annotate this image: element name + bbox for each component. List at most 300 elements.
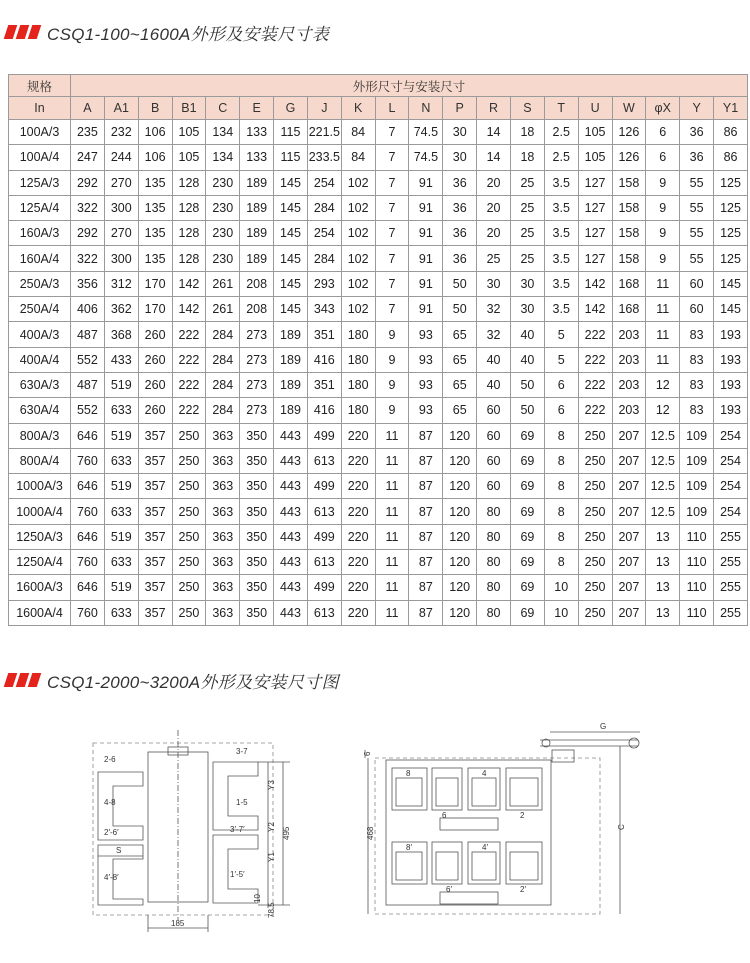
table-cell: 189 [240, 170, 274, 195]
table-cell: 60 [477, 474, 511, 499]
dim-label: 4 [482, 769, 487, 778]
table-cell: 80 [477, 550, 511, 575]
table-cell: 60 [477, 398, 511, 423]
table-cell: 633 [104, 499, 138, 524]
table-cell: 142 [172, 297, 206, 322]
table-cell: 357 [138, 499, 172, 524]
table-cell: 357 [138, 575, 172, 600]
table-cell: 145 [274, 246, 308, 271]
table-cell: 250 [172, 499, 206, 524]
table-cell: 221.5 [307, 120, 341, 145]
table-cell: 613 [307, 600, 341, 625]
table-cell: 363 [206, 600, 240, 625]
table-cell: 142 [578, 271, 612, 296]
table-cell: 250 [172, 474, 206, 499]
table-cell: 170 [138, 271, 172, 296]
dimension-table [8, 74, 748, 626]
table-cell: 273 [240, 372, 274, 397]
table-cell: 633 [104, 448, 138, 473]
column-header: B1 [172, 97, 206, 120]
table-cell: 6 [544, 372, 578, 397]
table-cell: 50 [510, 372, 544, 397]
table-cell: 30 [510, 297, 544, 322]
table-cell: 158 [612, 195, 646, 220]
table-cell: 93 [409, 347, 443, 372]
table-cell: 350 [240, 524, 274, 549]
column-header: K [341, 97, 375, 120]
column-header: Y [680, 97, 714, 120]
table-cell: 135 [138, 170, 172, 195]
table-cell: 292 [71, 170, 105, 195]
table-cell: 250 [578, 499, 612, 524]
table-cell: 207 [612, 600, 646, 625]
table-cell: 222 [172, 347, 206, 372]
table-row [9, 221, 748, 246]
table-cell: 250 [578, 423, 612, 448]
table-cell: 87 [409, 524, 443, 549]
dim-label: 8′ [406, 843, 412, 852]
table-cell: 109 [680, 499, 714, 524]
table-cell: 110 [680, 550, 714, 575]
table-cell: 255 [714, 524, 748, 549]
row-spec-cell: 1600A/3 [9, 575, 71, 600]
table-cell: 13 [646, 575, 680, 600]
table-cell: 120 [443, 600, 477, 625]
table-cell: 120 [443, 499, 477, 524]
row-spec-cell: 100A/3 [9, 120, 71, 145]
table-cell: 7 [375, 271, 409, 296]
table-cell: 87 [409, 575, 443, 600]
table-cell: 368 [104, 322, 138, 347]
table-cell: 260 [138, 322, 172, 347]
table-cell: 158 [612, 246, 646, 271]
table-cell: 20 [477, 221, 511, 246]
table-cell: 363 [206, 499, 240, 524]
table-cell: 220 [341, 423, 375, 448]
table-cell: 60 [680, 271, 714, 296]
table-cell: 168 [612, 271, 646, 296]
table-cell: 102 [341, 271, 375, 296]
table-cell: 125 [714, 170, 748, 195]
dim-label: G [600, 722, 607, 731]
table-cell: 220 [341, 474, 375, 499]
table-cell: 261 [206, 271, 240, 296]
table-cell: 135 [138, 195, 172, 220]
table-cell: 18 [510, 145, 544, 170]
table-cell: 11 [375, 474, 409, 499]
table-cell: 11 [375, 499, 409, 524]
table-cell: 91 [409, 246, 443, 271]
table-cell: 760 [71, 600, 105, 625]
table-cell: 11 [375, 524, 409, 549]
table-cell: 207 [612, 575, 646, 600]
table-cell: 145 [714, 271, 748, 296]
table-cell: 120 [443, 550, 477, 575]
table-cell: 9 [646, 170, 680, 195]
table-cell: 222 [578, 372, 612, 397]
table-cell: 646 [71, 423, 105, 448]
table-cell: 613 [307, 499, 341, 524]
table-cell: 363 [206, 524, 240, 549]
table-cell: 250 [172, 524, 206, 549]
table-cell: 519 [104, 575, 138, 600]
table-cell: 3.5 [544, 246, 578, 271]
row-spec-cell: 630A/3 [9, 372, 71, 397]
table-cell: 91 [409, 195, 443, 220]
table-cell: 8 [544, 423, 578, 448]
table-cell: 25 [510, 221, 544, 246]
table-cell: 633 [104, 600, 138, 625]
table-row [9, 550, 748, 575]
table-cell: 126 [612, 145, 646, 170]
row-spec-cell: 250A/4 [9, 297, 71, 322]
table-cell: 168 [612, 297, 646, 322]
table-cell: 142 [172, 271, 206, 296]
table-cell: 363 [206, 550, 240, 575]
table-cell: 9 [375, 322, 409, 347]
table-cell: 120 [443, 575, 477, 600]
table-cell: 363 [206, 423, 240, 448]
table-cell: 105 [172, 120, 206, 145]
table-cell: 250 [578, 550, 612, 575]
row-spec-cell: 250A/3 [9, 271, 71, 296]
table-cell: 273 [240, 347, 274, 372]
table-cell: 230 [206, 195, 240, 220]
table-header-row-2 [9, 97, 748, 120]
table-cell: 250 [578, 474, 612, 499]
table-cell: 189 [240, 195, 274, 220]
table-cell: 12.5 [646, 474, 680, 499]
table-cell: 9 [646, 221, 680, 246]
table-cell: 363 [206, 474, 240, 499]
table-cell: 193 [714, 372, 748, 397]
table-cell: 357 [138, 524, 172, 549]
table-cell: 357 [138, 474, 172, 499]
table-cell: 250 [578, 600, 612, 625]
table-cell: 120 [443, 448, 477, 473]
table-cell: 356 [71, 271, 105, 296]
table-cell: 270 [104, 170, 138, 195]
table-cell: 87 [409, 423, 443, 448]
table-cell: 11 [646, 297, 680, 322]
table-row [9, 448, 748, 473]
table-cell: 222 [578, 347, 612, 372]
column-header: C [206, 97, 240, 120]
table-cell: 284 [206, 372, 240, 397]
table-cell: 87 [409, 474, 443, 499]
table-cell: 145 [274, 297, 308, 322]
table-cell: 300 [104, 195, 138, 220]
dim-label: 2 [520, 811, 525, 820]
table-cell: 416 [307, 347, 341, 372]
row-spec-cell: 400A/3 [9, 322, 71, 347]
table-cell: 7 [375, 221, 409, 246]
table-cell: 220 [341, 600, 375, 625]
table-cell: 519 [104, 524, 138, 549]
table-cell: 322 [71, 246, 105, 271]
table-cell: 552 [71, 347, 105, 372]
table-row [9, 195, 748, 220]
technical-drawings-svg [0, 710, 750, 960]
table-cell: 109 [680, 448, 714, 473]
table-cell: 646 [71, 575, 105, 600]
table-cell: 158 [612, 170, 646, 195]
table-cell: 312 [104, 271, 138, 296]
row-spec-cell: 1600A/4 [9, 600, 71, 625]
table-cell: 284 [206, 347, 240, 372]
table-cell: 433 [104, 347, 138, 372]
table-cell: 25 [477, 246, 511, 271]
dimension-drawings [0, 710, 750, 960]
table-cell: 110 [680, 600, 714, 625]
table-cell: 7 [375, 145, 409, 170]
dim-label: 2′ [520, 885, 526, 894]
table-cell: 260 [138, 372, 172, 397]
table-cell: 87 [409, 550, 443, 575]
table-cell: 30 [443, 120, 477, 145]
table-cell: 633 [104, 398, 138, 423]
table-cell: 255 [714, 600, 748, 625]
table-cell: 8 [544, 524, 578, 549]
table-cell: 207 [612, 474, 646, 499]
table-cell: 247 [71, 145, 105, 170]
table-cell: 8 [544, 550, 578, 575]
column-header: A1 [104, 97, 138, 120]
table-cell: 250 [578, 448, 612, 473]
table-cell: 443 [274, 474, 308, 499]
dim-label: 3′-7′ [230, 825, 245, 834]
column-header: S [510, 97, 544, 120]
table-cell: 357 [138, 550, 172, 575]
table-cell: 133 [240, 120, 274, 145]
table-cell: 127 [578, 221, 612, 246]
table-cell: 220 [341, 575, 375, 600]
table-cell: 3.5 [544, 271, 578, 296]
table-cell: 189 [240, 221, 274, 246]
table-cell: 519 [104, 372, 138, 397]
table-cell: 86 [714, 145, 748, 170]
row-spec-cell: 400A/4 [9, 347, 71, 372]
table-cell: 7 [375, 120, 409, 145]
table-cell: 357 [138, 448, 172, 473]
table-cell: 91 [409, 221, 443, 246]
table-cell: 230 [206, 221, 240, 246]
table-cell: 115 [274, 120, 308, 145]
table-cell: 126 [612, 120, 646, 145]
table-cell: 8 [544, 499, 578, 524]
table-cell: 260 [138, 398, 172, 423]
table-cell: 134 [206, 120, 240, 145]
table-cell: 69 [510, 448, 544, 473]
table-cell: 80 [477, 524, 511, 549]
table-cell: 7 [375, 246, 409, 271]
table-cell: 5 [544, 322, 578, 347]
table-cell: 32 [477, 297, 511, 322]
table-cell: 646 [71, 524, 105, 549]
table-cell: 18 [510, 120, 544, 145]
table-cell: 357 [138, 600, 172, 625]
row-spec-cell: 1250A/4 [9, 550, 71, 575]
dim-label: 6 [442, 811, 447, 820]
table-cell: 20 [477, 195, 511, 220]
dim-label: Y3 [267, 780, 276, 790]
table-cell: 65 [443, 372, 477, 397]
dim-label: 3-7 [236, 747, 248, 756]
table-cell: 357 [138, 423, 172, 448]
table-cell: 6 [544, 398, 578, 423]
table-cell: 105 [578, 145, 612, 170]
table-cell: 93 [409, 372, 443, 397]
table-cell: 8 [544, 448, 578, 473]
table-row [9, 271, 748, 296]
table-row [9, 322, 748, 347]
dim-label: 4′ [482, 843, 488, 852]
table-cell: 9 [646, 246, 680, 271]
table-cell: 65 [443, 347, 477, 372]
table-cell: 69 [510, 423, 544, 448]
table-cell: 145 [274, 221, 308, 246]
table-cell: 11 [375, 575, 409, 600]
table-cell: 125 [714, 221, 748, 246]
column-header: φX [646, 97, 680, 120]
table-cell: 613 [307, 448, 341, 473]
table-cell: 273 [240, 322, 274, 347]
table-row [9, 524, 748, 549]
table-cell: 91 [409, 297, 443, 322]
table-cell: 86 [714, 120, 748, 145]
table-cell: 633 [104, 550, 138, 575]
table-cell: 115 [274, 145, 308, 170]
dim-label: 1′-5′ [230, 870, 245, 879]
dim-label: 2-6 [104, 755, 116, 764]
table-cell: 32 [477, 322, 511, 347]
table-cell: 83 [680, 322, 714, 347]
table-cell: 87 [409, 600, 443, 625]
table-cell: 7 [375, 195, 409, 220]
table-cell: 13 [646, 524, 680, 549]
table-row [9, 423, 748, 448]
table-cell: 11 [646, 347, 680, 372]
dim-label: 495 [282, 826, 291, 840]
table-cell: 7 [375, 170, 409, 195]
table-cell: 127 [578, 170, 612, 195]
column-header: A [71, 97, 105, 120]
column-header: U [578, 97, 612, 120]
dim-label: 4′-8′ [104, 873, 119, 882]
dim-label: Y2 [267, 822, 276, 832]
table-cell: 14 [477, 145, 511, 170]
dim-label: 6′ [446, 885, 452, 894]
table-cell: 69 [510, 499, 544, 524]
table-cell: 109 [680, 474, 714, 499]
dim-label: 78.5 [267, 902, 276, 918]
table-cell: 69 [510, 575, 544, 600]
table-cell: 50 [510, 398, 544, 423]
table-cell: 142 [578, 297, 612, 322]
column-header: W [612, 97, 646, 120]
table-cell: 14 [477, 120, 511, 145]
dim-label: 6 [363, 751, 372, 756]
table-cell: 499 [307, 524, 341, 549]
table-cell: 293 [307, 271, 341, 296]
table-cell: 760 [71, 550, 105, 575]
table-cell: 60 [477, 448, 511, 473]
table-cell: 12.5 [646, 499, 680, 524]
table-cell: 134 [206, 145, 240, 170]
column-header: T [544, 97, 578, 120]
table-cell: 284 [307, 246, 341, 271]
table-cell: 260 [138, 347, 172, 372]
table-cell: 36 [443, 221, 477, 246]
table-cell: 499 [307, 423, 341, 448]
section-title-text: CSQ1-2000~3200A外形及安装尺寸图 [47, 672, 339, 692]
table-cell: 351 [307, 372, 341, 397]
table-cell: 189 [274, 322, 308, 347]
table-cell: 74.5 [409, 120, 443, 145]
table-cell: 222 [172, 322, 206, 347]
table-cell: 11 [375, 423, 409, 448]
table-cell: 2.5 [544, 145, 578, 170]
table-cell: 135 [138, 246, 172, 271]
table-cell: 222 [172, 372, 206, 397]
table-cell: 203 [612, 372, 646, 397]
table-row [9, 600, 748, 625]
section-title-table [6, 20, 329, 44]
table-cell: 250 [578, 524, 612, 549]
table-cell: 235 [71, 120, 105, 145]
table-row [9, 246, 748, 271]
table-cell: 220 [341, 524, 375, 549]
table-cell: 519 [104, 423, 138, 448]
table-cell: 60 [477, 423, 511, 448]
row-spec-cell: 1250A/3 [9, 524, 71, 549]
table-cell: 230 [206, 246, 240, 271]
table-cell: 11 [375, 600, 409, 625]
table-cell: 250 [172, 423, 206, 448]
row-spec-cell: 1000A/3 [9, 474, 71, 499]
table-cell: 120 [443, 474, 477, 499]
table-cell: 207 [612, 524, 646, 549]
table-cell: 193 [714, 322, 748, 347]
table-cell: 207 [612, 550, 646, 575]
table-row [9, 120, 748, 145]
table-cell: 284 [206, 398, 240, 423]
table-cell: 180 [341, 372, 375, 397]
row-spec-cell: 100A/4 [9, 145, 71, 170]
table-cell: 10 [544, 600, 578, 625]
table-cell: 8 [544, 474, 578, 499]
table-cell: 55 [680, 170, 714, 195]
table-cell: 105 [578, 120, 612, 145]
table-cell: 11 [646, 322, 680, 347]
table-cell: 207 [612, 499, 646, 524]
table-cell: 760 [71, 448, 105, 473]
dim-label: 10 [253, 894, 262, 903]
dim-label: 4-8 [104, 798, 116, 807]
table-cell: 12.5 [646, 423, 680, 448]
table-cell: 255 [714, 575, 748, 600]
table-cell: 12.5 [646, 448, 680, 473]
column-header: In [9, 97, 71, 120]
table-cell: 120 [443, 524, 477, 549]
table-cell: 350 [240, 474, 274, 499]
table-row [9, 297, 748, 322]
table-cell: 87 [409, 499, 443, 524]
table-cell: 109 [680, 423, 714, 448]
row-spec-cell: 125A/4 [9, 195, 71, 220]
table-cell: 102 [341, 170, 375, 195]
drawing-right-labels [363, 722, 626, 894]
